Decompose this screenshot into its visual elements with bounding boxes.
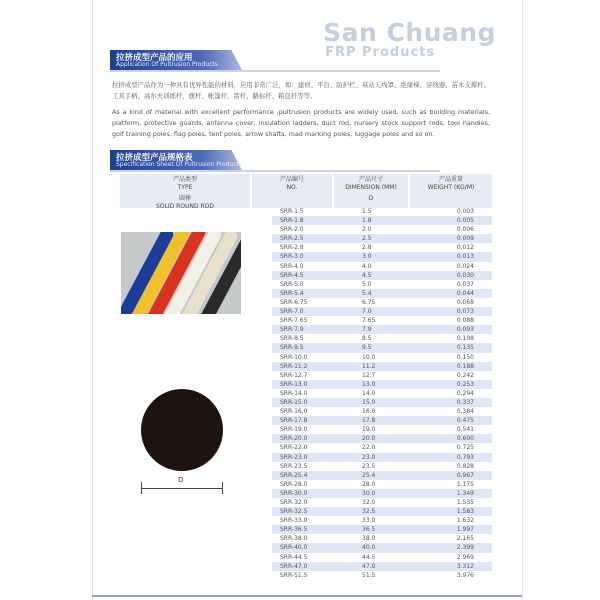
product-dimension: 7.0 (362, 308, 372, 316)
product-number: SRR-12.7 (280, 371, 308, 379)
product-weight: 0.093 (456, 326, 474, 334)
product-weight: 1.175 (456, 480, 474, 488)
table-row (272, 498, 492, 507)
product-number: SRR-2.5 (280, 235, 304, 243)
product-number: SRR-15.0 (280, 398, 308, 406)
product-dimension: 1.5 (362, 208, 372, 215)
product-weight: 2.165 (456, 535, 474, 543)
product-weight: 2.399 (456, 544, 474, 552)
product-number: SRR-2.0 (280, 226, 304, 234)
product-dimension: 20.0 (362, 435, 376, 443)
product-weight: 0.005 (456, 217, 474, 225)
product-number: SRR-7.65 (280, 317, 308, 325)
section-title-en: Specification Sheet Of Pultrusion Products (116, 161, 243, 168)
header-type-en: TYPE (177, 184, 193, 191)
product-number: SRR-3.0 (280, 253, 304, 261)
dimension-tick-left (141, 482, 142, 494)
product-dimension: 12.7 (362, 371, 376, 379)
product-weight: 0.006 (456, 226, 474, 234)
table-row (272, 362, 492, 371)
table-row (272, 443, 492, 452)
table-row (272, 425, 492, 434)
table-row (272, 234, 492, 243)
brand-subtitle: FRP Products (325, 45, 436, 60)
product-number: SRR-11.2 (280, 362, 308, 370)
dim-symbol: D (368, 195, 374, 202)
product-dimension: 51.5 (362, 571, 376, 579)
product-number: SRR-32.0 (280, 499, 308, 506)
product-number: SRR-4.5 (280, 271, 304, 279)
table-row (272, 243, 492, 252)
product-number: SRR-32.5 (280, 508, 308, 516)
product-weight: 0.725 (456, 444, 474, 452)
product-weight: 0.135 (456, 344, 474, 352)
table-row (272, 316, 492, 325)
product-number: SRR-2.8 (280, 244, 304, 252)
section-title-cn: 拉挤成型产品规格表 (116, 153, 193, 163)
product-weight: 0.024 (456, 262, 474, 270)
product-number: SRR-33.0 (280, 517, 308, 525)
product-weight: 0.044 (456, 289, 474, 297)
product-dimension: 2.8 (362, 244, 372, 252)
product-number: SRR-30.0 (280, 489, 308, 497)
product-number: SRR-5.4 (280, 289, 304, 297)
product-dimension: 44.5 (362, 553, 376, 561)
product-number: SRR-1.8 (280, 217, 304, 225)
product-dimension: 15.0 (362, 398, 376, 406)
table-row (272, 553, 492, 562)
brand-logo (323, 20, 496, 60)
product-dimension: 2.0 (362, 226, 372, 234)
table-row (272, 462, 492, 471)
table-row (272, 562, 492, 571)
product-weight: 1.997 (456, 526, 474, 534)
product-dimension: 25.4 (362, 471, 376, 479)
table-row (272, 534, 492, 543)
product-dimension: 9.5 (362, 344, 372, 352)
header-type-cn: 产品类型 (172, 176, 197, 183)
header-dim-en: DIMENSION (MM) (345, 184, 397, 191)
product-weight: 3.312 (456, 562, 474, 570)
product-number: SRR-20.0 (280, 435, 308, 443)
product-dimension: 7.9 (362, 326, 372, 334)
product-number: SRR-6.75 (280, 298, 308, 306)
type-name-en: SOLID ROUND ROD (156, 203, 214, 210)
product-dimension: 33.0 (362, 517, 376, 525)
product-weight: 0.030 (456, 271, 474, 279)
product-weight: 0.073 (456, 308, 474, 316)
header-weight-cn: 产品重量 (438, 176, 463, 183)
product-weight: 0.088 (456, 317, 474, 325)
type-name-cn: 圆棒 (178, 195, 191, 202)
product-weight: 0.541 (456, 426, 474, 434)
table-row (272, 380, 492, 389)
product-weight: 0.600 (456, 435, 474, 443)
dimension-line (141, 488, 223, 489)
page-right-edge (522, 0, 523, 600)
product-weight: 0.828 (456, 462, 474, 470)
product-weight: 3.976 (456, 571, 474, 579)
product-dimension: 4.5 (362, 271, 372, 279)
product-number: SRR-28.0 (280, 480, 308, 488)
product-weight: 0.108 (456, 335, 474, 343)
rod-cross-section-diagram (141, 389, 223, 471)
header-no (252, 174, 332, 208)
product-dimension: 47.0 (362, 562, 376, 570)
product-number: SRR-22.0 (280, 444, 308, 452)
table-row (272, 507, 492, 516)
dimension-tick-right (222, 482, 223, 494)
table-row (272, 453, 492, 462)
table-row (272, 525, 492, 534)
brand-name: San Chuang (323, 18, 496, 47)
product-weight: 1.632 (456, 517, 474, 525)
product-dimension: 2.5 (362, 235, 372, 243)
product-weight: 0.294 (456, 389, 474, 397)
product-weight: 0.475 (456, 417, 474, 425)
table-row (272, 307, 492, 316)
product-number: SRR-13.0 (280, 380, 308, 388)
product-number: SRR-44.5 (280, 553, 308, 561)
table-row (272, 280, 492, 289)
product-dimension: 10.0 (362, 353, 376, 361)
product-dimension: 32.0 (362, 499, 376, 506)
product-photo-rods (121, 232, 241, 314)
product-dimension: 6.75 (362, 298, 376, 306)
product-dimension: 22.0 (362, 444, 376, 452)
product-weight: 0.037 (456, 280, 474, 288)
product-dimension: 4.0 (362, 262, 372, 270)
product-number: SRR-7.0 (280, 308, 304, 316)
section-title-en: Application Of Pultrusion Products (116, 61, 218, 68)
header-dimension (334, 174, 408, 208)
table-row (272, 271, 492, 280)
table-row (272, 416, 492, 425)
product-weight: 0.150 (456, 353, 474, 361)
spec-table-body (272, 207, 492, 580)
product-number: SRR-17.8 (280, 417, 308, 425)
table-row (272, 325, 492, 334)
product-number: SRR-47.0 (280, 562, 308, 570)
product-dimension: 16.0 (362, 408, 376, 416)
table-row (272, 471, 492, 480)
table-row (272, 398, 492, 407)
product-dimension: 14.0 (362, 389, 376, 397)
product-weight: 0.003 (456, 208, 474, 215)
table-row (272, 480, 492, 489)
product-dimension: 30.0 (362, 489, 376, 497)
product-number: SRR-9.5 (280, 344, 304, 352)
table-row (272, 216, 492, 225)
product-number: SRR-4.0 (280, 262, 304, 270)
product-weight: 0.012 (456, 244, 474, 252)
product-number: SRR-16.0 (280, 408, 308, 416)
table-row (272, 571, 492, 580)
table-row (272, 389, 492, 398)
product-number: SRR-5.0 (280, 280, 304, 288)
product-weight: 0.242 (456, 371, 474, 379)
table-row (272, 353, 492, 362)
product-number: SRR-51.5 (280, 571, 308, 579)
product-dimension: 11.2 (362, 362, 376, 370)
table-row (272, 407, 492, 416)
table-row (272, 334, 492, 343)
section-header-underline (110, 170, 440, 172)
product-number: SRR-14.0 (280, 389, 308, 397)
product-number: SRR-36.5 (280, 526, 308, 534)
header-no-cn: 产品编号 (279, 176, 304, 183)
product-weight: 0.384 (456, 408, 474, 416)
table-row (272, 207, 492, 216)
product-weight: 0.188 (456, 362, 474, 370)
product-weight: 0.337 (456, 398, 474, 406)
product-weight: 0.013 (456, 253, 474, 261)
product-number: SRR-23.0 (280, 453, 308, 461)
table-row (272, 252, 492, 261)
product-number: SRR-23.5 (280, 462, 308, 470)
product-weight: 0.967 (456, 471, 474, 479)
product-dimension: 1.8 (362, 217, 372, 225)
header-type (120, 174, 250, 208)
table-row (272, 262, 492, 271)
product-dimension: 40.0 (362, 544, 376, 552)
header-dim-cn: 产品尺寸 (358, 176, 383, 183)
table-row (272, 543, 492, 552)
product-number: SRR-10.0 (280, 353, 308, 361)
product-weight: 0.068 (456, 298, 474, 306)
product-dimension: 19.0 (362, 426, 376, 434)
product-dimension: 5.4 (362, 289, 372, 297)
header-weight (410, 174, 492, 208)
product-number: SRR-38.0 (280, 535, 308, 543)
table-row (272, 516, 492, 525)
table-row (272, 289, 492, 298)
application-paragraph-en: As a kind of material with excellent performance ,pultrusion products are widely used, such as building materials, platform, protective guards, antenna cover, insulation ladders, duct rod, nursery stock support rods, tool handles, golf training poles, flag poles, tent poles, arrow shafts, road marking poles, luggage poles and so on. (112, 108, 490, 138)
table-row (272, 225, 492, 234)
table-row (272, 343, 492, 352)
product-weight: 0.793 (456, 453, 474, 461)
product-dimension: 3.0 (362, 253, 372, 261)
product-dimension: 32.5 (362, 508, 376, 516)
product-number: SRR-8.5 (280, 335, 304, 343)
product-number: SRR-25.4 (280, 471, 308, 479)
product-number: SRR-1.5 (280, 208, 304, 215)
product-dimension: 13.0 (362, 380, 376, 388)
product-dimension: 17.8 (362, 417, 376, 425)
header-no-en: NO. (286, 184, 298, 191)
page-left-edge (92, 0, 93, 600)
table-row (272, 489, 492, 498)
product-dimension: 23.5 (362, 462, 376, 470)
product-dimension: 8.5 (362, 335, 372, 343)
product-weight: 1.535 (456, 499, 474, 506)
footer-bar (92, 595, 522, 597)
application-paragraph-cn: 拉挤成型产品作为一种具有优异性能的材料，应用非常广泛，如：建材、平台、防护栏、基站天线罩、绝缘梯、穿线器、苗木支撑杆、工具手柄、高尔夫训练杆、旗杆、帐篷杆、箭杆、路标杆、箱包杆等等。 (112, 81, 490, 100)
table-row (272, 371, 492, 380)
product-dimension: 5.0 (362, 280, 372, 288)
product-dimension: 36.5 (362, 526, 376, 534)
section-title-cn: 拉挤成型产品的应用 (116, 53, 193, 63)
spec-table-header (120, 174, 492, 208)
header-weight-en: WEIGHT (KG/M) (427, 184, 475, 191)
product-weight: 0.253 (456, 380, 474, 388)
section-header-underline (110, 70, 440, 72)
product-dimension: 28.0 (362, 480, 376, 488)
dimension-label: D (178, 476, 184, 484)
product-weight: 1.583 (456, 508, 474, 516)
product-weight: 2.969 (456, 553, 474, 561)
product-dimension: 7.65 (362, 317, 376, 325)
product-weight: 0.009 (456, 235, 474, 243)
product-dimension: 23.0 (362, 453, 376, 461)
table-row (272, 434, 492, 443)
product-number: SRR-7.9 (280, 326, 304, 334)
product-dimension: 38.0 (362, 535, 376, 543)
table-row (272, 298, 492, 307)
product-weight: 1.349 (456, 489, 474, 497)
product-number: SRR-40.0 (280, 544, 308, 552)
product-number: SRR-19.0 (280, 426, 308, 434)
